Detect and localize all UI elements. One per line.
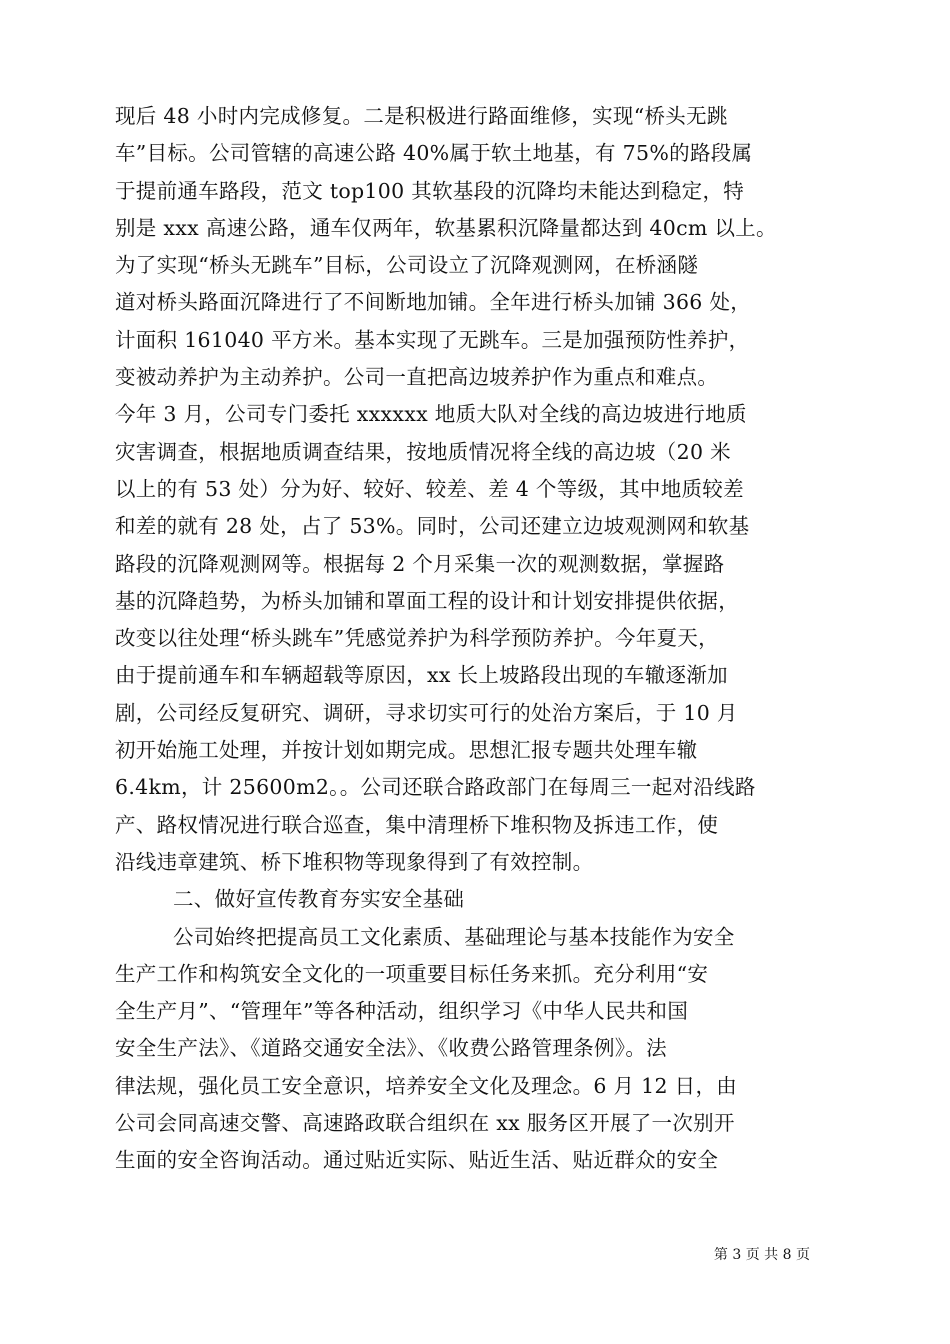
text-line: 6.4km，计 25600m2。。公司还联合路政部门在每周三一起对沿线路 [115, 775, 756, 800]
text-line: 和差的就有 28 处，占了 53%。同时，公司还建立边坡观测网和软基 [115, 514, 750, 539]
text-line: 于提前通车路段，范文 top100 其软基段的沉降均未能达到稳定，特 [115, 178, 745, 203]
paragraph-first-line: 公司始终把提高员工文化素质、基础理论与基本技能作为安全 [173, 924, 735, 949]
section-heading: 二、做好宣传教育夯实安全基础 [173, 887, 465, 912]
text-line: 基的沉降趋势，为桥头加铺和罩面工程的设计和计划安排提供依据， [115, 588, 739, 613]
text-line: 生面的安全咨询活动。通过贴近实际、贴近生活、贴近群众的安全 [115, 1148, 719, 1173]
text-line: 律法规，强化员工安全意识，培养安全文化及理念。6 月 12 日，由 [115, 1073, 738, 1098]
text-line: 灾害调查，根据地质调查结果，按地质情况将全线的高边坡（20 米 [115, 439, 731, 464]
text-line: 公司会同高速交警、高速路政联合组织在 xx 服务区开展了一次别开 [115, 1111, 735, 1136]
text-line: 剧，公司经反复研究、调研，寻求切实可行的处治方案后，于 10 月 [115, 700, 738, 725]
text-line: 生产工作和构筑安全文化的一项重要目标任务来抓。充分利用“安 [115, 961, 709, 986]
text-line: 产、路权情况进行联合巡查，集中清理桥下堆积物及拆违工作，使 [115, 812, 719, 837]
text-line: 车”目标。公司管辖的高速公路 40%属于软土地基，有 75%的路段属 [115, 141, 753, 166]
text-line: 今年 3 月，公司专门委托 xxxxxx 地质大队对全线的高边坡进行地质 [115, 402, 747, 427]
text-line: 安全生产法》、《道路交通安全法》、《收费公路管理条例》。法 [115, 1036, 667, 1061]
text-line: 沿线违章建筑、桥下堆积物等现象得到了有效控制。 [115, 849, 594, 874]
text-line: 计面积 161040 平方米。基本实现了无跳车。三是加强预防性养护， [115, 327, 750, 352]
text-line: 初开始施工处理，并按计划如期完成。思想汇报专题共处理车辙 [115, 738, 698, 763]
text-line: 全生产月”、“管理年”等各种活动，组织学习《中华人民共和国 [115, 999, 689, 1024]
text-line: 别是 xxx 高速公路，通车仅两年，软基累积沉降量都达到 40cm 以上。 [115, 215, 777, 240]
text-line: 道对桥头路面沉降进行了不间断地加铺。全年进行桥头加铺 366 处， [115, 290, 752, 315]
page-number: 第 3 页 共 8 页 [713, 1247, 810, 1263]
document-body [115, 98, 835, 1180]
text-line: 为了实现“桥头无跳车”目标，公司设立了沉降观测网，在桥涵隧 [115, 253, 699, 278]
text-line: 现后 48 小时内完成修复。二是积极进行路面维修，实现“桥头无跳 [115, 104, 728, 128]
text-line: 以上的有 53 处）分为好、较好、较差、差 4 个等级，其中地质较差 [115, 476, 744, 501]
text-line: 路段的沉降观测网等。根据每 2 个月采集一次的观测数据，掌握路 [115, 551, 725, 576]
text-line: 改变以往处理“桥头跳车”凭感觉养护为科学预防养护。今年夏天， [115, 626, 719, 651]
text-line: 变被动养护为主动养护。公司一直把高边坡养护作为重点和难点。 [115, 365, 719, 390]
text-line: 由于提前通车和车辆超载等原因，xx 长上坡路段出现的车辙逐渐加 [115, 663, 728, 688]
